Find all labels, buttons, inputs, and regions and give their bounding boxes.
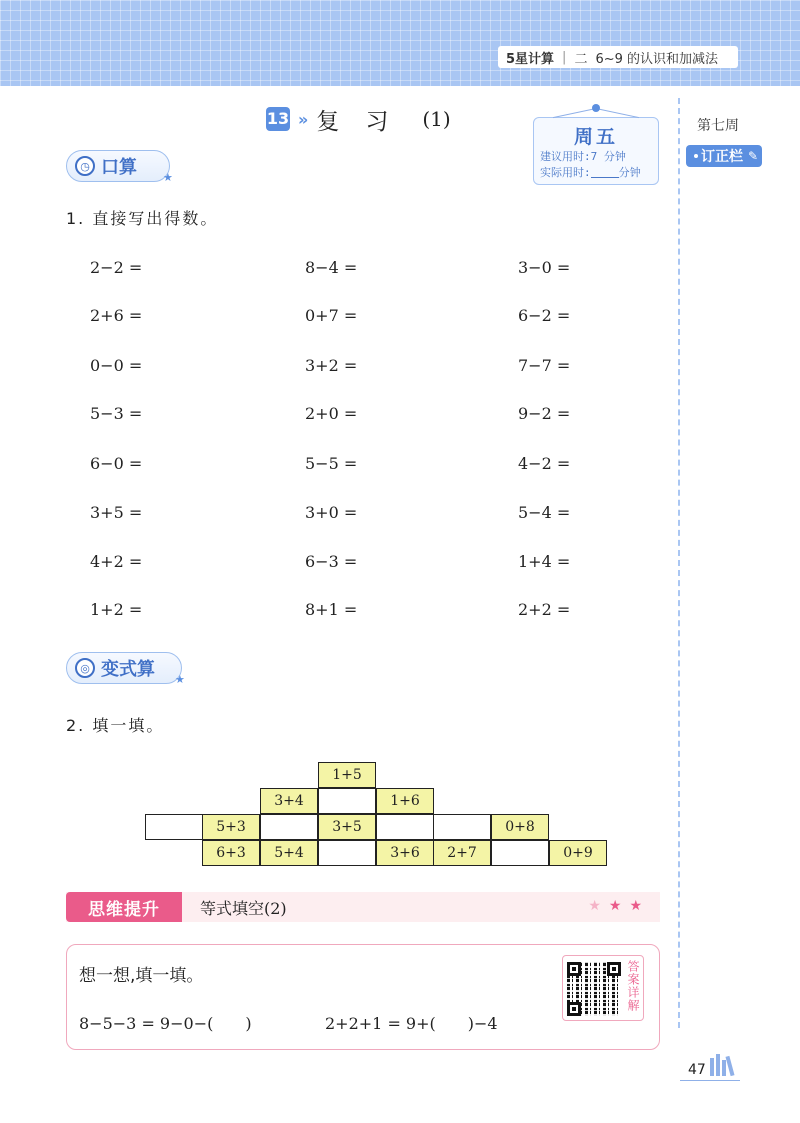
lesson-title: 复习 <box>316 108 415 135</box>
series-tag <box>498 46 738 68</box>
day-card <box>533 117 659 185</box>
equation: 5−5 = <box>305 454 358 473</box>
card-string <box>553 108 596 118</box>
lesson-number: 13 <box>266 107 290 131</box>
grid-cell: 5+4 <box>260 840 318 866</box>
grid-cell-blank[interactable] <box>318 788 376 814</box>
unit-number: 二 <box>574 51 588 67</box>
equation: 5−4 = <box>518 503 571 522</box>
lesson-part: (1) <box>422 107 451 131</box>
grid-cell: 1+5 <box>318 762 376 788</box>
question-1-title: 1. 直接写出得数。 <box>66 209 219 228</box>
star-icon: ★ <box>588 898 609 914</box>
star-icon: ★ <box>175 673 185 686</box>
week-label: 第七周 <box>697 118 739 134</box>
sidebar-divider <box>678 98 680 1028</box>
correction-text: 订正栏 <box>701 149 743 165</box>
equation: 4−2 = <box>518 454 571 473</box>
section-title: 变式算 <box>101 659 155 680</box>
lesson-title-block <box>266 104 451 134</box>
equation: 3+2 = <box>305 356 358 375</box>
equation: 6−2 = <box>518 306 571 325</box>
equation: 7−7 = <box>518 356 571 375</box>
equation: 4+2 = <box>90 552 143 571</box>
series-name: 5星计算 <box>506 51 555 67</box>
unit-title: 6~9 的认识和加减法 <box>595 51 719 67</box>
grid-cell: 3+5 <box>318 814 376 840</box>
question-2-title: 2. 填一填。 <box>66 716 165 735</box>
grid-cell-blank[interactable] <box>491 840 549 866</box>
grid-cell: 6+3 <box>202 840 260 866</box>
equation: 2−2 = <box>90 258 143 277</box>
qr-code-box[interactable] <box>562 955 644 1021</box>
grid-cell-blank[interactable] <box>376 814 434 840</box>
actual-time-label: 实际用时: <box>540 166 591 179</box>
difficulty-stars: ★★★ <box>588 898 650 914</box>
equation: 1+4 = <box>518 552 571 571</box>
books-icon <box>710 1054 732 1076</box>
thinking-box <box>66 944 660 1050</box>
equation: 3+0 = <box>305 503 358 522</box>
qr-code-icon[interactable] <box>567 962 621 1016</box>
grid-cell-blank[interactable] <box>433 814 491 840</box>
equation: 2+6 = <box>90 306 143 325</box>
pencil-icon: ✎ <box>748 149 759 163</box>
actual-time-unit: 分钟 <box>618 166 641 179</box>
grid-cell: 2+7 <box>433 840 491 866</box>
actual-time-blank[interactable] <box>591 168 619 178</box>
suggested-time: 建议用时:7 分钟 <box>540 150 626 163</box>
grid-cell: 0+9 <box>549 840 607 866</box>
grid-cell: 1+6 <box>376 788 434 814</box>
thinking-equation-2: 2+2+1 = 9+( )−4 <box>325 1014 498 1033</box>
day-name: 周五 <box>573 126 618 148</box>
section-title: 口算 <box>101 157 137 178</box>
target-icon: ◎ <box>75 658 95 678</box>
equation: 2+0 = <box>305 404 358 423</box>
qr-finder <box>607 962 621 976</box>
equation: 6−0 = <box>90 454 143 473</box>
page-number: 47 <box>688 1062 706 1078</box>
series-separator: | <box>562 49 567 65</box>
qr-finder <box>567 1002 581 1016</box>
equation: 0+7 = <box>305 306 358 325</box>
pin-icon <box>592 104 600 112</box>
equation: 3−0 = <box>518 258 571 277</box>
correction-label <box>686 145 762 167</box>
stopwatch-icon: ◷ <box>75 156 95 176</box>
grid-cell: 0+8 <box>491 814 549 840</box>
section-pill-variant-math <box>66 652 185 686</box>
grid-cell-blank[interactable] <box>318 840 376 866</box>
equation: 3+5 = <box>90 503 143 522</box>
star-icon: ★ <box>163 171 173 184</box>
equation: 1+2 = <box>90 600 143 619</box>
header-band <box>0 0 800 86</box>
dot-icon <box>694 154 698 158</box>
thinking-header <box>66 892 660 922</box>
grid-cell: 3+6 <box>376 840 434 866</box>
grid-cell: 3+4 <box>260 788 318 814</box>
page-rule <box>680 1080 740 1081</box>
thinking-prompt: 想一想,填一填。 <box>79 966 204 986</box>
equation: 6−3 = <box>305 552 358 571</box>
grid-cell: 5+3 <box>202 814 260 840</box>
thinking-label: 思维提升 <box>66 892 182 922</box>
qr-caption: 答案详解 <box>626 960 640 1012</box>
actual-time <box>534 165 658 181</box>
equation: 9−2 = <box>518 404 571 423</box>
equation: 8+1 = <box>305 600 358 619</box>
double-chevron-icon: » <box>298 109 309 129</box>
thinking-equation-1: 8−5−3 = 9−0−( ) <box>79 1014 252 1033</box>
equation: 2+2 = <box>518 600 571 619</box>
grid-cell-blank[interactable] <box>260 814 318 840</box>
section-pill-mental-math <box>66 150 173 184</box>
equation: 5−3 = <box>90 404 143 423</box>
grid-cell-blank[interactable] <box>145 814 203 840</box>
equation: 8−4 = <box>305 258 358 277</box>
qr-finder <box>567 962 581 976</box>
card-string <box>596 108 639 118</box>
equation: 0−0 = <box>90 356 143 375</box>
thinking-subtitle: 等式填空(2) <box>200 898 287 918</box>
